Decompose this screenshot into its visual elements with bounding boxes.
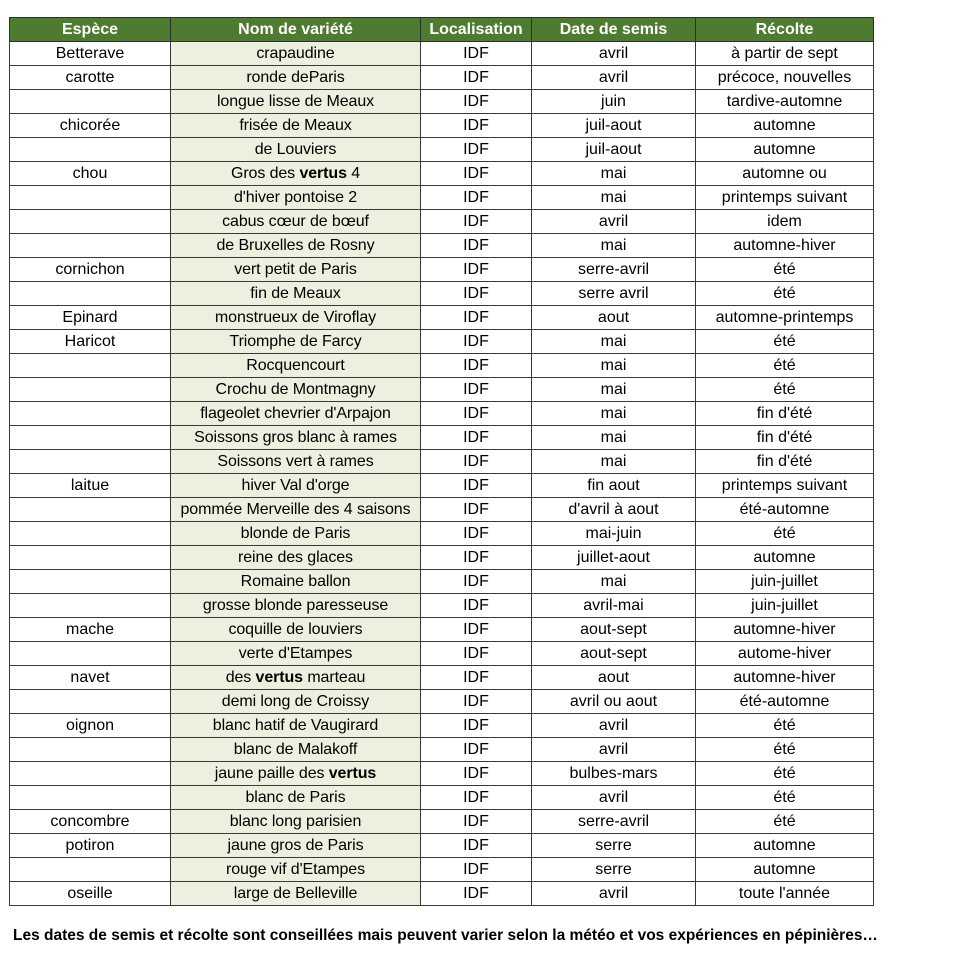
cell-espece: Betterave [10, 42, 171, 66]
cell-recolte: été [696, 786, 874, 810]
cell-espece [10, 690, 171, 714]
cell-recolte: automne [696, 546, 874, 570]
table-row [10, 498, 874, 522]
cell-espece: Epinard [10, 306, 171, 330]
cell-variete [171, 594, 421, 618]
cell-recolte: printemps suivant [696, 186, 874, 210]
variete-text: pommée Merveille des 4 saisons [180, 500, 411, 518]
cell-recolte: précoce, nouvelles [696, 66, 874, 90]
cell-espece [10, 282, 171, 306]
cell-variete [171, 786, 421, 810]
cell-date-semis: mai [532, 234, 696, 258]
cell-localisation: IDF [421, 138, 532, 162]
cell-localisation: IDF [421, 474, 532, 498]
variete-text: Rocquencourt [246, 356, 345, 374]
cell-espece: oignon [10, 714, 171, 738]
cell-espece: concombre [10, 810, 171, 834]
cell-variete [171, 354, 421, 378]
table-row [10, 90, 874, 114]
cell-localisation: IDF [421, 618, 532, 642]
cell-espece [10, 402, 171, 426]
variete-text: vert petit de Paris [234, 260, 357, 278]
cell-localisation: IDF [421, 306, 532, 330]
cell-espece: laitue [10, 474, 171, 498]
cell-variete [171, 642, 421, 666]
cell-date-semis: mai [532, 570, 696, 594]
variete-text: de Bruxelles de Rosny [216, 236, 375, 254]
cell-espece [10, 570, 171, 594]
cell-date-semis: fin aout [532, 474, 696, 498]
cell-localisation: IDF [421, 90, 532, 114]
table-row [10, 882, 874, 906]
variete-text: frisée de Meaux [239, 116, 352, 134]
cell-date-semis: aout [532, 306, 696, 330]
cell-variete [171, 474, 421, 498]
header-date-semis: Date de semis [532, 18, 696, 42]
table-row [10, 426, 874, 450]
cell-localisation: IDF [421, 498, 532, 522]
cell-recolte: tardive-automne [696, 90, 874, 114]
cell-date-semis: bulbes-mars [532, 762, 696, 786]
variete-text: de Louviers [254, 140, 337, 158]
cell-espece: navet [10, 666, 171, 690]
cell-recolte: fin d'été [696, 402, 874, 426]
cell-date-semis: mai [532, 450, 696, 474]
cell-variete [171, 186, 421, 210]
table-row [10, 858, 874, 882]
table-row [10, 762, 874, 786]
cell-date-semis: serre avril [532, 282, 696, 306]
header-variete: Nom de variété [171, 18, 421, 42]
cell-date-semis: avril [532, 882, 696, 906]
variete-text: longue lisse de Meaux [216, 92, 375, 110]
cell-espece [10, 426, 171, 450]
variete-text: cabus cœur de bœuf [222, 212, 369, 230]
cell-espece [10, 234, 171, 258]
header-localisation: Localisation [421, 18, 532, 42]
cell-espece [10, 498, 171, 522]
cell-variete [171, 810, 421, 834]
cell-espece [10, 546, 171, 570]
cell-variete [171, 90, 421, 114]
cell-date-semis: avril [532, 66, 696, 90]
table-row [10, 642, 874, 666]
cell-date-semis: juin [532, 90, 696, 114]
cell-date-semis: mai [532, 186, 696, 210]
cell-variete [171, 690, 421, 714]
cell-variete [171, 666, 421, 690]
cell-date-semis: serre-avril [532, 258, 696, 282]
cell-espece: potiron [10, 834, 171, 858]
variete-text: Soissons gros blanc à rames [194, 428, 397, 446]
variete-text: 4 [346, 164, 361, 182]
variete-text: blanc long parisien [229, 812, 362, 830]
cell-variete [171, 426, 421, 450]
table-row [10, 570, 874, 594]
cell-variete [171, 714, 421, 738]
table-row [10, 666, 874, 690]
cell-recolte: été [696, 258, 874, 282]
cell-localisation: IDF [421, 834, 532, 858]
table-row [10, 114, 874, 138]
cell-recolte: été [696, 714, 874, 738]
cell-espece [10, 450, 171, 474]
variete-text: Gros des [230, 164, 300, 182]
table-row [10, 618, 874, 642]
cell-date-semis: juillet-aout [532, 546, 696, 570]
table-row [10, 210, 874, 234]
cell-variete [171, 258, 421, 282]
variete-text: marteau [302, 668, 366, 686]
variete-text: hiver Val d'orge [241, 476, 350, 494]
table-row [10, 306, 874, 330]
cell-date-semis: juil-aout [532, 138, 696, 162]
cell-variete [171, 522, 421, 546]
variete-text: demi long de Croissy [221, 692, 370, 710]
cell-date-semis: juil-aout [532, 114, 696, 138]
cell-recolte: fin d'été [696, 426, 874, 450]
table-row [10, 714, 874, 738]
variete-text: ronde deParis [246, 68, 345, 86]
variete-text: crapaudine [256, 44, 335, 62]
cell-recolte: fin d'été [696, 450, 874, 474]
cell-localisation: IDF [421, 594, 532, 618]
cell-recolte: automne-printemps [696, 306, 874, 330]
cell-variete [171, 570, 421, 594]
cell-recolte: automne [696, 834, 874, 858]
cell-date-semis: avril [532, 786, 696, 810]
cell-localisation: IDF [421, 234, 532, 258]
table-row [10, 282, 874, 306]
header-recolte: Récolte [696, 18, 874, 42]
cell-date-semis: d'avril à aout [532, 498, 696, 522]
cell-espece [10, 138, 171, 162]
table-row [10, 546, 874, 570]
cell-espece: mache [10, 618, 171, 642]
cell-variete [171, 114, 421, 138]
cell-recolte: printemps suivant [696, 474, 874, 498]
cell-localisation: IDF [421, 762, 532, 786]
table-row [10, 186, 874, 210]
variete-text: Romaine ballon [240, 572, 351, 590]
cell-date-semis: mai [532, 426, 696, 450]
cell-variete [171, 162, 421, 186]
variete-text: monstrueux de Viroflay [214, 308, 377, 326]
variete-bold-text: vertus [255, 668, 303, 686]
cell-localisation: IDF [421, 642, 532, 666]
table-row [10, 66, 874, 90]
variete-text: large de Belleville [233, 884, 358, 902]
variete-text: Soissons vert à rames [217, 452, 374, 470]
table-row [10, 690, 874, 714]
variete-text: Crochu de Montmagny [215, 380, 376, 398]
cell-variete [171, 546, 421, 570]
cell-variete [171, 402, 421, 426]
cell-espece: oseille [10, 882, 171, 906]
cell-date-semis: mai [532, 378, 696, 402]
cell-variete [171, 138, 421, 162]
variete-text: des [225, 668, 256, 686]
table-row [10, 378, 874, 402]
cell-localisation: IDF [421, 858, 532, 882]
variete-text: blanc hatif de Vaugirard [212, 716, 379, 734]
variete-bold-text: vertus [299, 164, 347, 182]
cell-variete [171, 618, 421, 642]
cell-espece: cornichon [10, 258, 171, 282]
cell-date-semis: aout-sept [532, 618, 696, 642]
cell-localisation: IDF [421, 570, 532, 594]
cell-localisation: IDF [421, 66, 532, 90]
cell-localisation: IDF [421, 690, 532, 714]
cell-date-semis: mai [532, 162, 696, 186]
table-row [10, 522, 874, 546]
table-row [10, 594, 874, 618]
cell-recolte: automne-hiver [696, 234, 874, 258]
cell-recolte: été [696, 282, 874, 306]
header-row [10, 18, 874, 42]
cell-recolte: été [696, 522, 874, 546]
cell-localisation: IDF [421, 522, 532, 546]
cell-date-semis: aout-sept [532, 642, 696, 666]
cell-espece [10, 354, 171, 378]
varieties-table [9, 17, 874, 906]
variete-text: blanc de Malakoff [233, 740, 358, 758]
table-row [10, 738, 874, 762]
cell-localisation: IDF [421, 354, 532, 378]
cell-espece [10, 858, 171, 882]
table-row [10, 138, 874, 162]
cell-recolte: automne [696, 138, 874, 162]
cell-localisation: IDF [421, 450, 532, 474]
cell-variete [171, 738, 421, 762]
cell-recolte: à partir de sept [696, 42, 874, 66]
table-body [10, 42, 874, 906]
cell-variete [171, 306, 421, 330]
variete-bold-text: vertus [328, 764, 377, 782]
cell-localisation: IDF [421, 666, 532, 690]
cell-espece [10, 738, 171, 762]
cell-espece [10, 90, 171, 114]
cell-localisation: IDF [421, 714, 532, 738]
cell-recolte: été [696, 378, 874, 402]
cell-espece [10, 210, 171, 234]
cell-espece: carotte [10, 66, 171, 90]
variete-text: grosse blonde paresseuse [202, 596, 389, 614]
cell-localisation: IDF [421, 186, 532, 210]
table-row [10, 786, 874, 810]
cell-variete [171, 450, 421, 474]
cell-date-semis: serre [532, 834, 696, 858]
cell-recolte: automne ou [696, 162, 874, 186]
cell-localisation: IDF [421, 378, 532, 402]
table-row [10, 330, 874, 354]
cell-localisation: IDF [421, 426, 532, 450]
cell-recolte: été [696, 762, 874, 786]
variete-text: blanc de Paris [245, 788, 346, 806]
cell-variete [171, 762, 421, 786]
cell-localisation: IDF [421, 210, 532, 234]
cell-recolte: autome-hiver [696, 642, 874, 666]
cell-recolte: automne [696, 858, 874, 882]
cell-espece: chicorée [10, 114, 171, 138]
cell-recolte: été [696, 330, 874, 354]
table-row [10, 402, 874, 426]
cell-localisation: IDF [421, 786, 532, 810]
table-row [10, 162, 874, 186]
cell-variete [171, 234, 421, 258]
cell-localisation: IDF [421, 330, 532, 354]
cell-espece [10, 762, 171, 786]
cell-espece [10, 186, 171, 210]
cell-localisation: IDF [421, 114, 532, 138]
cell-variete [171, 330, 421, 354]
cell-date-semis: mai-juin [532, 522, 696, 546]
variete-text: verte d'Etampes [238, 644, 353, 662]
cell-espece [10, 522, 171, 546]
footnote: Les dates de semis et récolte sont conseillées mais peuvent varier selon la météo et vos expériences en pépinières… [13, 927, 878, 944]
variete-text: d'hiver pontoise 2 [233, 188, 358, 206]
cell-localisation: IDF [421, 402, 532, 426]
cell-recolte: automne-hiver [696, 666, 874, 690]
cell-espece [10, 786, 171, 810]
table-row [10, 234, 874, 258]
cell-recolte: juin-juillet [696, 570, 874, 594]
cell-variete [171, 834, 421, 858]
table-row [10, 354, 874, 378]
variete-text: flageolet chevrier d'Arpajon [200, 404, 391, 422]
header-espece: Espèce [10, 18, 171, 42]
cell-recolte: juin-juillet [696, 594, 874, 618]
cell-localisation: IDF [421, 738, 532, 762]
cell-date-semis: avril [532, 42, 696, 66]
cell-date-semis: mai [532, 330, 696, 354]
table-row [10, 42, 874, 66]
cell-date-semis: avril-mai [532, 594, 696, 618]
cell-espece [10, 378, 171, 402]
variete-text: Triomphe de Farcy [229, 332, 362, 350]
cell-variete [171, 42, 421, 66]
cell-espece [10, 594, 171, 618]
cell-localisation: IDF [421, 882, 532, 906]
cell-espece: chou [10, 162, 171, 186]
cell-localisation: IDF [421, 162, 532, 186]
cell-variete [171, 498, 421, 522]
table-row [10, 450, 874, 474]
cell-date-semis: mai [532, 354, 696, 378]
table-row [10, 258, 874, 282]
variete-text: jaune gros de Paris [227, 836, 364, 854]
cell-recolte: été [696, 810, 874, 834]
table-row [10, 474, 874, 498]
variete-text: blonde de Paris [240, 524, 351, 542]
table-row [10, 834, 874, 858]
cell-variete [171, 282, 421, 306]
cell-variete [171, 378, 421, 402]
cell-recolte: toute l'année [696, 882, 874, 906]
cell-localisation: IDF [421, 282, 532, 306]
cell-variete [171, 882, 421, 906]
cell-date-semis: avril [532, 738, 696, 762]
cell-date-semis: avril [532, 210, 696, 234]
variete-text: rouge vif d'Etampes [225, 860, 365, 878]
cell-recolte: automne-hiver [696, 618, 874, 642]
cell-date-semis: avril [532, 714, 696, 738]
cell-localisation: IDF [421, 42, 532, 66]
cell-localisation: IDF [421, 258, 532, 282]
cell-recolte: automne [696, 114, 874, 138]
cell-espece [10, 642, 171, 666]
cell-date-semis: serre-avril [532, 810, 696, 834]
cell-variete [171, 210, 421, 234]
variete-text: coquille de louviers [228, 620, 363, 638]
cell-date-semis: aout [532, 666, 696, 690]
cell-recolte: été [696, 354, 874, 378]
table-row [10, 810, 874, 834]
cell-espece: Haricot [10, 330, 171, 354]
cell-localisation: IDF [421, 810, 532, 834]
cell-recolte: idem [696, 210, 874, 234]
variete-text: fin de Meaux [250, 284, 341, 302]
variete-text: jaune paille des [214, 764, 329, 782]
variete-text: reine des glaces [238, 548, 353, 566]
cell-date-semis: avril ou aout [532, 690, 696, 714]
cell-localisation: IDF [421, 546, 532, 570]
cell-date-semis: mai [532, 402, 696, 426]
cell-variete [171, 66, 421, 90]
cell-recolte: été-automne [696, 690, 874, 714]
cell-date-semis: serre [532, 858, 696, 882]
cell-variete [171, 858, 421, 882]
cell-recolte: été [696, 738, 874, 762]
cell-recolte: été-automne [696, 498, 874, 522]
